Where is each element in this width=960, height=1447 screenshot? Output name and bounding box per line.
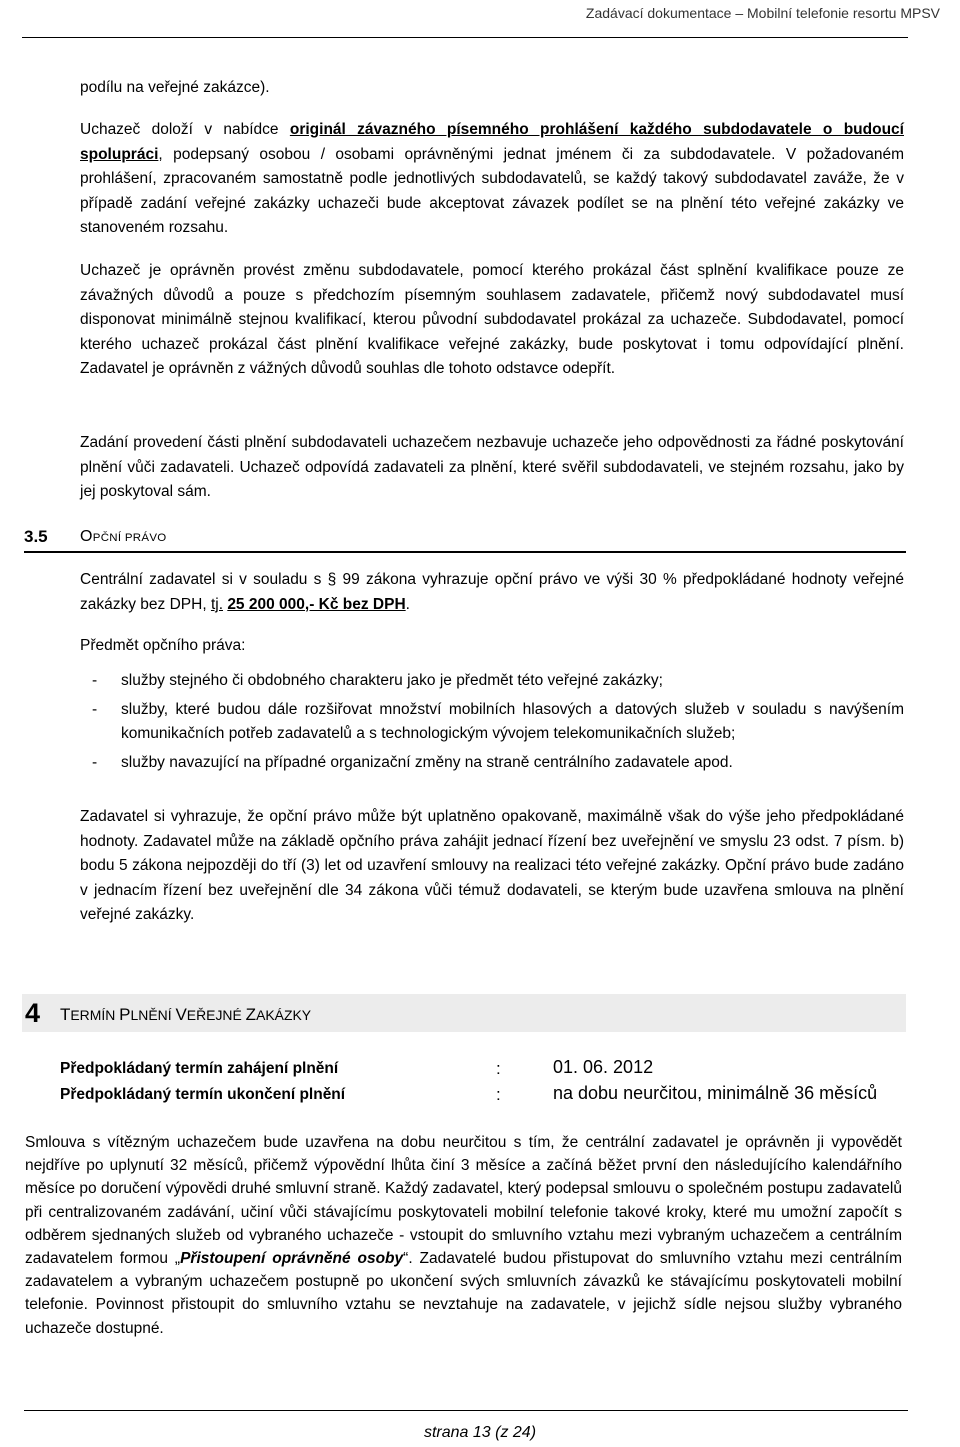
- subdod-lead: Uchazeč doloží v nabídce: [80, 121, 290, 138]
- paragraph-subdodavatel: [80, 118, 904, 241]
- section-4-heading: [22, 994, 906, 1032]
- subdod-underlined-2: spolupráci: [80, 145, 159, 163]
- section-title: OPČNÍ PRÁVO: [80, 528, 167, 545]
- footer-divider: [24, 1410, 908, 1411]
- section-number: 4: [25, 998, 41, 1028]
- opcni-text: Centrální zadavatel si v souladu s § 99 zákona vyhrazuje opční právo ve výši 30 % předpokládané hodnoty veřejné zakázky bez DPH,: [80, 571, 904, 613]
- page-header: [0, 0, 960, 40]
- subdod-rest: , podepsaný osobou / osobami oprávněnými jednat jménem či za subdodavatele. V požadovaném prohlášení, zpracovaném samostatně podle jednotlivých subdodavatelů, se každý takový subdodavatel zaváže, že v případě zadání veřejné zakázky uchazeči bude akceptovat závazek podílet se na plnění této veřejné zakázky ve stanoveném rozsahu.: [80, 145, 904, 236]
- paragraph-smlouva: Smlouva s vítězným uchazečem bude uzavřena na dobu neurčitou s tím, že centrální zadavatel je oprávněn ji vypovědět nejdříve po uplynutí 32 měsíců, přičemž výpovědní lhůta činí 3 měsíce a začíná běžet první den následujícího kalendářního měsíce po doručení výpovědi druhé smluvní straně. Každý zadavatel, který podepsal smlouvu o společném postupu zadavatelů při centralizovaném zadávání, učiní vůči stávajícímu poskytovateli mobilní telefonie takové kroky, které mu umožní započít s odběrem sjednaných služeb od vybraného uchazeče - vstoupit do smluvního vztahu mezi vybraným uchazečem a centrálním zadavatelem formou „Přistoupení oprávněné osoby“. Zadavatelé budou přistupovat do smluvního vztahu mezi centrálním zadavatelem a vybraným uchazečem postupně po ukončení svých smluvních závazků ke stávajícímu poskytovateli mobilní telefonie. Povinnost přistoupit do smluvního vztahu se nevztahuje na zadavatele, v jejichž sídle nejsou služby vybraného uchazeče dostupné.: [25, 1134, 903, 1337]
- header-divider: [22, 37, 908, 38]
- paragraph-odpovednost: Zadání provedení části plnění subdodavateli uchazečem nezbavuje uchazeče jeho odpovědnosti za řádné poskytování plnění vůči zadavateli. Uchazeč odpovídá zadavateli za plnění, které svěřil subdodavateli, ve stejném rozsahu, jako by jej poskytoval sám.: [80, 434, 904, 500]
- list-item: - služby stejného či obdobného charakteru jako je předmět této veřejné zakázky;: [92, 672, 663, 689]
- paragraph-opcni-pravo: Centrální zadavatel si v souladu s § 99 zákona vyhrazuje opční právo ve výši 30 % předpokládané hodnoty veřejné zakázky bez DPH, tj. 25 200 000,- Kč bez DPH.: [80, 571, 904, 613]
- document-title: Zadávací dokumentace – Mobilní telefonie resortu MPSV: [585, 5, 940, 21]
- section-3-5-heading: [24, 525, 906, 553]
- term-value: na dobu neurčitou, minimálně 36 měsíců: [553, 1083, 878, 1103]
- term-label: Předpokládaný termín zahájení plnění: [60, 1060, 339, 1077]
- term-start-row: Předpokládaný termín zahájení plnění : 01. 06. 2012: [60, 1057, 654, 1078]
- list-item: - služby navazující na případné organizační změny na straně centrálního zadavatele apod.: [92, 754, 733, 771]
- section-number: 3.5: [24, 527, 48, 546]
- predmet-label: Předmět opčního práva:: [80, 637, 246, 654]
- paragraph-zmena-subdodavatele: Uchazeč je oprávněn provést změnu subdodavatele, pomocí kterého prokázal část splnění kvalifikace pouze ze závažných důvodů a pouze s předchozím písemným souhlasem zadavatele, přičemž nový subdodavatel musí disponovat minimálně stejnou kvalifikací, kterou původní subdodavatel prokázal za uchazeče. Subdodavatel, pomocí kterého uchazeč prokázal část plnění kvalifikace veřejné zakázky, bude poskytovat i tomu odpovídající plnění. Zadavatel je oprávněn z vážných důvodů souhlas dle tohoto odstavce odepřít.: [80, 262, 904, 377]
- term-pristoupeni: Přistoupení oprávněné osoby: [180, 1250, 404, 1268]
- predmet-list: [80, 669, 904, 775]
- list-item: - služby, které budou dále rozšiřovat množství mobilních hlasových a datových služeb v souladu s navýšením komunikačních potřeb zadavatelů a s technologickým vývojem telekomunikačních služeb;: [92, 701, 904, 742]
- paragraph-vyhrazuje: Zadavatel si vyhrazuje, že opční právo může být uplatněno opakovaně, maximálně však do výše jeho předpokládané hodnoty. Zadavatel může na základě opčního práva zahájit jednací řízení bez uveřejnění ve smyslu 23 odst. 7 písm. b) bodu 5 zákona nejpozději do tří (3) let od uzavření smlouvy na realizaci této veřejné zakázky. Opční právo bude zadáno v jednacím řízení bez uveřejnění dle 34 zákona vůči témuž dodavateli, se kterým bude uzavřena smlouva na plnění veřejné zakázky.: [80, 808, 904, 923]
- section-title: TERMÍN PLNĚNÍ VEŘEJNÉ ZAKÁZKY: [60, 1005, 312, 1024]
- paragraph-intro: podílu na veřejné zakázce).: [80, 79, 270, 96]
- page-number: strana 13 (z 24): [423, 1424, 537, 1441]
- term-label: Předpokládaný termín ukončení plnění: [60, 1086, 346, 1103]
- subdod-underlined-1: originál závazného písemného prohlášení každého subdodavatele o budoucí: [289, 121, 904, 138]
- opcni-tj: tj.: [210, 595, 223, 613]
- opcni-amount: 25 200 000,- Kč bez DPH: [227, 595, 406, 613]
- term-value: 01. 06. 2012: [553, 1057, 654, 1077]
- term-end-row: Předpokládaný termín ukončení plnění : na dobu neurčitou, minimálně 36 měsíců: [60, 1083, 878, 1104]
